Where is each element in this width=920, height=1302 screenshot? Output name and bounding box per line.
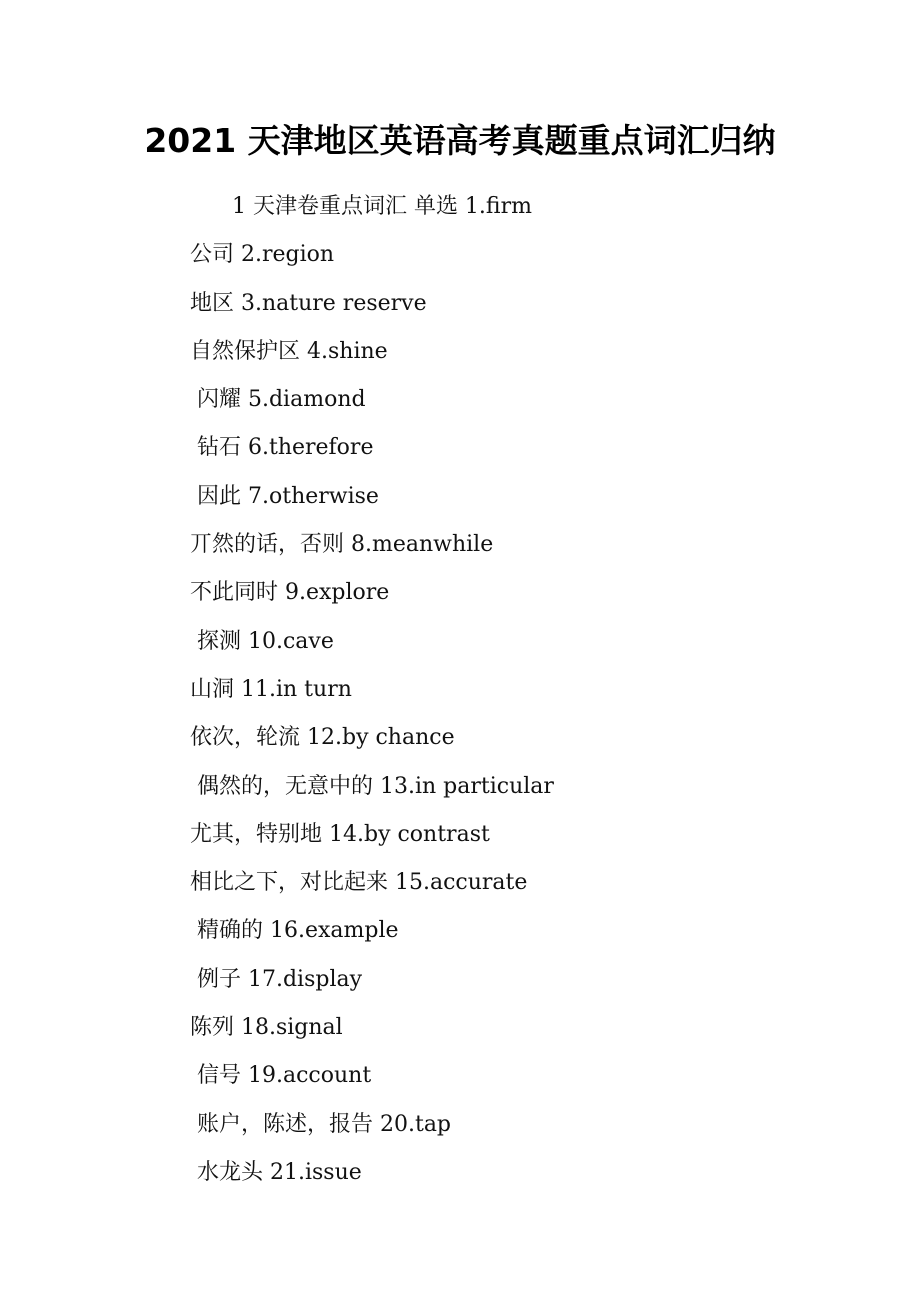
vocab-line: 偶然的，无意中的 13.in particular xyxy=(190,773,554,799)
vocab-line: 山洞 11.in turn xyxy=(190,676,352,702)
vocab-line: 因此 7.otherwise xyxy=(190,483,379,509)
vocab-line: 信号 19.account xyxy=(190,1063,372,1089)
vocab-line: 水龙头 21.issue xyxy=(190,1159,362,1185)
vocab-line: 不此同时 9.explore xyxy=(190,580,390,606)
vocab-line: 丌然的话，否则 8.meanwhile xyxy=(190,532,494,558)
vocab-line: 探测 10.cave xyxy=(190,628,334,654)
vocab-line: 自然保护区 4.shine xyxy=(190,338,388,364)
vocab-line: 1 天津卷重点词汇 单选 1.firm xyxy=(190,194,532,219)
vocab-line: 陈列 18.signal xyxy=(190,1015,343,1041)
vocab-line: 精确的 16.example xyxy=(190,918,399,944)
vocab-line: 相比之下，对比起来 15.accurate xyxy=(190,870,528,896)
document-title: 2021 天津地区英语高考真题重点词汇归纳 xyxy=(144,121,776,160)
vocabulary-list xyxy=(190,188,890,1202)
vocab-line: 闪耀 5.diamond xyxy=(190,387,366,413)
vocab-line: 尤其，特别地 14.by contrast xyxy=(190,821,490,847)
vocab-line: 地区 3.nature reserve xyxy=(190,290,427,316)
vocab-line: 依次，轮流 12.by chance xyxy=(190,725,455,751)
vocab-line: 钻石 6.therefore xyxy=(190,435,374,461)
vocab-line: 公司 2.region xyxy=(190,242,335,268)
vocab-line: 账户，陈述，报告 20.tap xyxy=(190,1111,452,1137)
vocab-line: 例子 17.display xyxy=(190,966,363,992)
